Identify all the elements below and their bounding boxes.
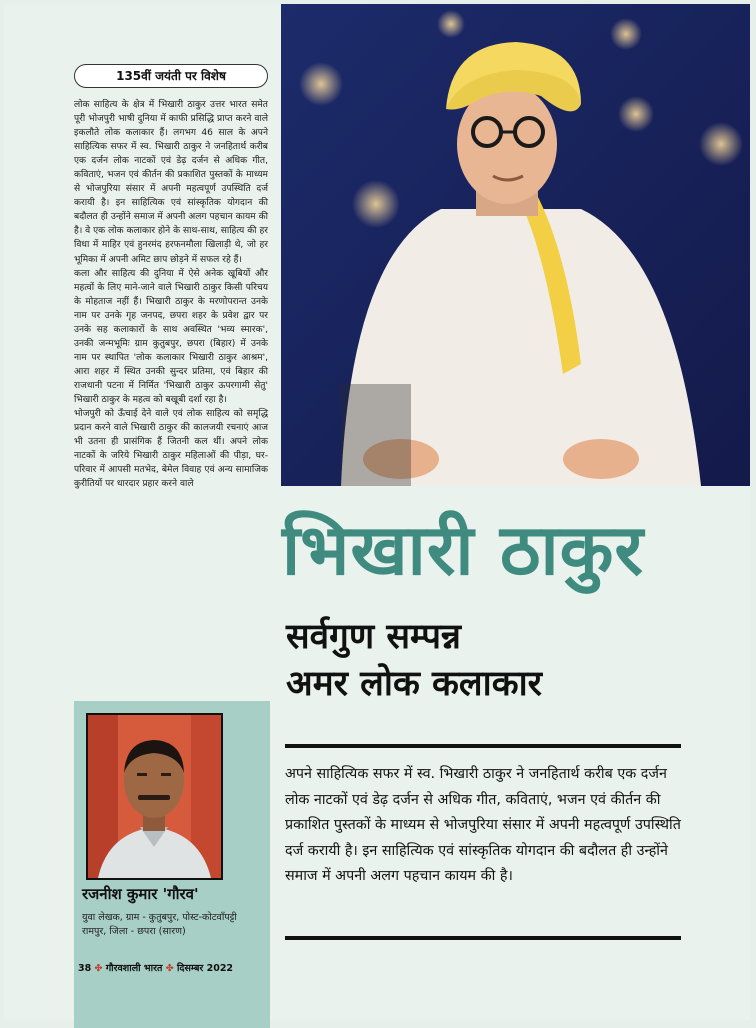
author-portrait-illustration	[88, 715, 221, 878]
page-number: 38	[78, 963, 92, 974]
article-paragraph: भोजपुरी को ऊँचाई देने वाले एवं लोक साहित्य को समृद्धि प्रदान करने वाले भिखारी ठाकुर की कालजयी रचनाएं आज भी उतना ही प्रासंगिक हैं जितनी कल थीं। अपने लोक नाटकों के जरिये भिखारी ठाकुर महिलाओं की पीड़ा, घर-परिवार में आपसी मतभेद, बेमेल विवाह एवं अन्य सामाजिक कुरीतियों पर धारदार प्रहार करने वाले	[74, 409, 268, 490]
author-description: युवा लेखक, ग्राम - कुतुबपुर, पोस्ट-कोटवाँपट्टी रामपुर, जिला - छपरा (सारण)	[82, 912, 237, 937]
author-name: रजनीश कुमार 'गौरव'	[82, 885, 199, 903]
magazine-page	[4, 4, 750, 1020]
author-photo	[86, 713, 223, 880]
issue-date: दिसम्बर 2022	[176, 963, 234, 974]
headline: भिखारी ठाकुर	[282, 509, 645, 591]
divider-top	[285, 744, 681, 748]
pull-quote: अपने साहित्यिक सफर में स्व. भिखारी ठाकुर ने जनहितार्थ करीब एक दर्जन लोक नाटकों एवं डेढ़ दर्जन से अधिक गीत, कविताएं, भजन एवं कीर्तन की प्रकाशित पुस्तकों के माध्यम से भोजपुरिया संसार में अपनी महत्वपूर्ण उपस्थिति दर्ज करायी है। इन साहित्यिक एवं सांस्कृतिक योगदान की बदौलत ही उन्होंने समाज में अपनी अलग पहचान कायम की है।	[285, 766, 681, 884]
subtitle-line-2: अमर लोक कलाकार	[286, 664, 542, 704]
flower-icon: ✤	[94, 963, 103, 974]
article-body	[74, 98, 268, 491]
author-box	[74, 701, 270, 1028]
article-paragraph: कला और साहित्य की दुनिया में ऐसे अनेक खूबियों और महत्वों के लिए माने-जाने वाले भिखारी ठाकुर किसी परिचय के मोहताज नहीं हैं। भिखारी ठाकुर के मरणोपरान्त उनके नाम पर उनके गृह जनपद, छपरा शहर के प्रवेश द्वार पर उनके सह कलाकारों के साथ अवस्थित 'भव्य स्मारक', उनकी जन्मभूमिः ग्राम कुतुबपुर, छपरा (बिहार) में उनके नाम पर स्थापित 'लोक कलाकार भिखारी ठाकुर आश्रम', आरा शहर में स्थित उनकी सुन्दर प्रतिमा, एवं बिहार की राजधानी पटना में निर्मित 'भिखारी ठाकुर ऊपरगामी सेतु' भिखारी ठाकुर के महत्व को बखूबी दर्शा रहा है।	[74, 268, 268, 405]
flower-icon: ✤	[165, 963, 174, 974]
article-paragraph: लोक साहित्य के क्षेत्र में भिखारी ठाकुर उत्तर भारत समेत पूरी भोजपुरी भाषी दुनिया में काफी प्रसिद्धि प्राप्त करने वाले इकलौते लोक कलाकार हैं। लगभग 46 साल के अपने साहित्यिक सफर में स्व. भिखारी ठाकुर ने जनहितार्थ करीब एक दर्जन लोक नाटकों एवं डेढ़ दर्जन से अधिक गीत, कविताएं, भजन एवं कीर्तन की प्रकाशित पुस्तकों के माध्यम से भोजपुरिया संसार में अपनी महत्वपूर्ण उपस्थिति दर्ज करायी है। इन साहित्यिक एवं सांस्कृतिक योगदान की बदौलत ही उन्होंने समाज में अपनी अलग पहचान कायम की है। वे एक लोक कलाकार होने के साथ-साथ, साहित्य की हर विधा में माहिर एवं हुनरमंद हरफनमौला खिलाड़ी थे, जो हर भूमिका में अपनी अमिट छाप छोड़ने में सफल रहे हैं।	[74, 100, 268, 265]
portrait-illustration	[281, 4, 750, 486]
subtitle-line-1: सर्वगुण सम्पन्न	[286, 617, 461, 657]
anniversary-badge: 135वीं जयंती पर विशेष	[74, 64, 268, 88]
divider-bottom	[285, 936, 681, 940]
subtitle	[286, 614, 746, 708]
magazine-name: गौरवशाली भारत	[105, 963, 163, 974]
left-column	[4, 4, 282, 1020]
page-footer	[78, 961, 233, 974]
hero-portrait-photo	[281, 4, 750, 486]
